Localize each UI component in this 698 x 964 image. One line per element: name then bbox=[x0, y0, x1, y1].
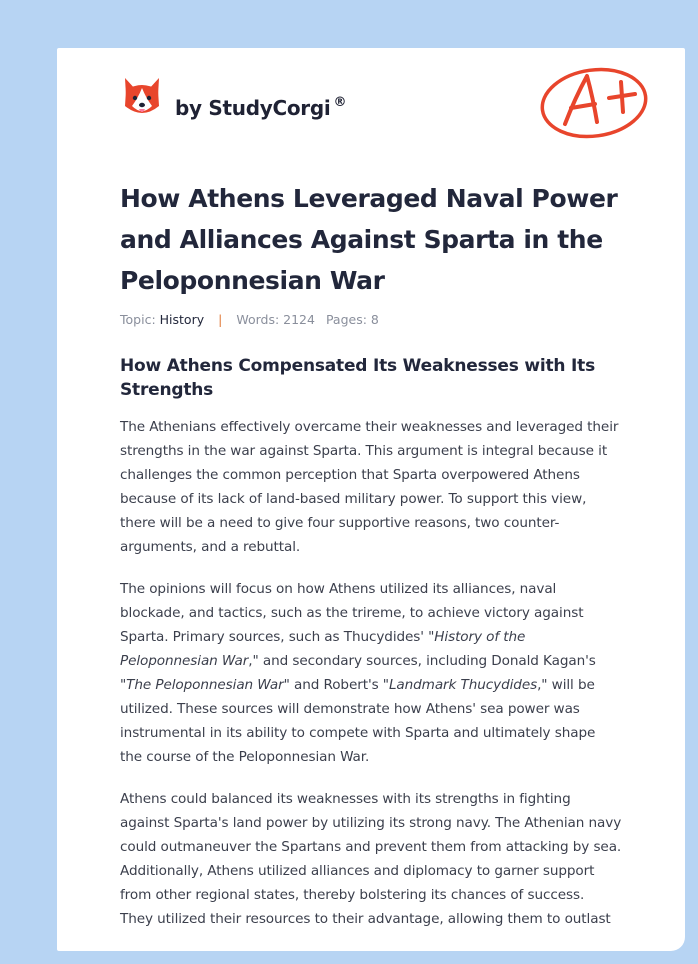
studycorgi-logo[interactable] bbox=[122, 76, 162, 120]
topic-link[interactable]: History bbox=[159, 312, 205, 327]
registered-mark: ® bbox=[333, 95, 347, 110]
paragraph-line: utilized. These sources will demonstrate how Athens' sea power was bbox=[120, 701, 580, 717]
paragraph-line: the course of the Peloponnesian War. bbox=[120, 749, 370, 765]
page-count: Pages: 8 bbox=[325, 312, 379, 327]
paragraph-line bbox=[120, 649, 640, 673]
topic-label: Topic: bbox=[120, 312, 156, 327]
paragraph-line: Additionally, Athens utilized alliances and diplomacy to garner support bbox=[120, 863, 595, 879]
paragraph-line: against Sparta's land power by utilizing its strong navy. The Athenian navy bbox=[120, 815, 622, 831]
paragraph-line: strengths in the war against Sparta. This argument is integral because it bbox=[120, 443, 608, 459]
a-plus-stamp bbox=[537, 58, 652, 147]
paragraph-line: from other regional states, thereby bolstering its chances of success. bbox=[120, 887, 585, 903]
paragraph-2 bbox=[120, 577, 640, 769]
paragraph-line: They utilized their resources to their advantage, allowing them to outlast bbox=[120, 911, 611, 927]
word-count: Words: 2124 bbox=[236, 312, 315, 327]
paragraph-line: there will be a need to give four supportive reasons, two counter- bbox=[120, 515, 560, 531]
corgi-logo-icon bbox=[122, 76, 162, 120]
paragraph-line: instrumental in its ability to compete with Sparta and ultimately shape bbox=[120, 725, 596, 741]
essay-title: How Athens Leveraged Naval Power and Alliances Against Sparta in the Peloponnesian War bbox=[120, 184, 618, 295]
paragraph-line bbox=[120, 625, 640, 649]
brand-name[interactable] bbox=[175, 96, 346, 120]
paragraph-line bbox=[120, 673, 640, 697]
text-span: ," will be bbox=[537, 677, 595, 693]
text-span: " and Robert's " bbox=[283, 677, 389, 693]
paragraph-line: blockade, and tactics, such as the trireme, to achieve victory against bbox=[120, 605, 584, 621]
paragraph-3 bbox=[120, 787, 640, 931]
paragraph-line: The opinions will focus on how Athens utilized its alliances, naval bbox=[120, 581, 557, 597]
paragraph-line: The Athenians effectively overcame their weaknesses and leveraged their bbox=[120, 419, 619, 435]
a-plus-stamp-icon bbox=[537, 58, 652, 143]
text-span: " bbox=[120, 677, 127, 693]
essay-meta bbox=[120, 312, 379, 327]
paragraph-line: challenges the common perception that Sparta overpowered Athens bbox=[120, 467, 580, 483]
meta-separator: | bbox=[218, 312, 223, 327]
section-heading: How Athens Compensated Its Weaknesses with Its Strengths bbox=[120, 356, 596, 400]
essay-card bbox=[57, 48, 685, 951]
paragraph-line: Athens could balanced its weaknesses with its strengths in fighting bbox=[120, 791, 571, 807]
paragraph-line: because of its lack of land-based military power. To support this view, bbox=[120, 491, 587, 507]
cited-work-title: The Peloponnesian War bbox=[126, 677, 284, 693]
cited-work-title: History of the bbox=[434, 629, 526, 645]
paragraph-line: arguments, and a rebuttal. bbox=[120, 539, 301, 555]
brand-text: by StudyCorgi bbox=[175, 96, 331, 120]
cited-work-title: Landmark Thucydides bbox=[388, 677, 538, 693]
text-span: ," and secondary sources, including Donald Kagan's bbox=[248, 653, 596, 669]
paragraph-1 bbox=[120, 415, 640, 559]
text-span: Sparta. Primary sources, such as Thucydides' " bbox=[120, 629, 435, 645]
paragraph-line: could outmaneuver the Spartans and prevent them from attacking by sea. bbox=[120, 839, 622, 855]
cited-work-title: Peloponnesian War bbox=[120, 653, 249, 669]
